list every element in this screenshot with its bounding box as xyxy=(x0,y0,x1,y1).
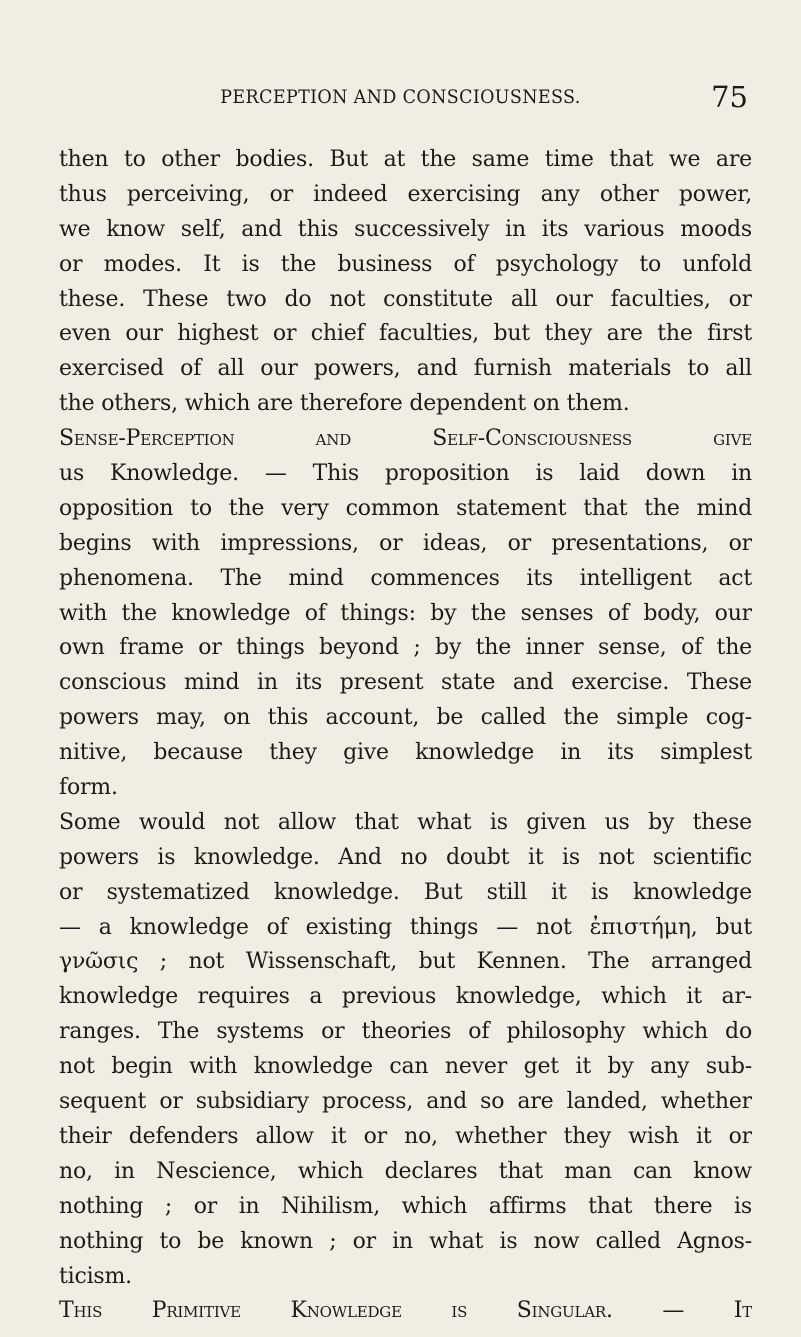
text-line: exercised of all our powers, and furnish materials to all xyxy=(59,356,752,382)
text-line: phenomena. The mind commences its intelligent act xyxy=(59,565,752,591)
text-line: ticism. xyxy=(59,1263,132,1289)
text-line: even our highest or chief faculties, but they are the first xyxy=(59,321,752,347)
text-line: thus perceiving, or indeed exercising any other power, xyxy=(59,181,752,207)
text-line: γνῶσις ; not Wissenschaft, but Kennen. The arranged xyxy=(59,949,752,975)
text-line: powers may, on this account, be called the simple cog- xyxy=(59,705,752,731)
running-head xyxy=(0,80,801,116)
text-line: no, in Nescience, which declares that man can know xyxy=(59,1158,752,1184)
text-line: not begin with knowledge can never get it by any sub- xyxy=(59,1054,752,1080)
text-line: then to other bodies. But at the same time that we are xyxy=(59,147,752,172)
text-line: — a knowledge of existing things — not ἐπιστήμη, but xyxy=(59,914,752,940)
text-line: conscious mind in its present state and exercise. These xyxy=(59,670,752,696)
running-title: PERCEPTION AND CONSCIOUSNESS. xyxy=(220,86,581,108)
text-line: opposition to the very common statement that the mind xyxy=(59,495,752,521)
page-number: 75 xyxy=(711,80,748,114)
text-line: the others, which are therefore dependent on them. xyxy=(59,391,630,417)
text-line: or systematized knowledge. But still it is knowledge xyxy=(59,879,752,905)
text-line: begins with impressions, or ideas, or presentations, or xyxy=(59,530,752,556)
text-line: nothing to be known ; or in what is now called Agnos- xyxy=(59,1228,752,1254)
text-line: ranges. The systems or theories of philosophy which do xyxy=(59,1019,752,1045)
text-line: we know self, and this successively in its various moods xyxy=(59,216,752,242)
text-line: knowledge requires a previous knowledge, which it ar- xyxy=(59,984,752,1010)
text-line: these. These two do not constitute all our faculties, or xyxy=(59,286,752,312)
section-heading-line: Sense-Perception and Self-Consciousness give xyxy=(59,426,752,452)
text-line: sequent or subsidiary process, and so are landed, whether xyxy=(59,1089,752,1115)
text-line: their defenders allow it or no, whether they wish it or xyxy=(59,1123,752,1149)
text-line: with the knowledge of things: by the senses of body, our xyxy=(59,600,752,626)
text-line: nitive, because they give knowledge in its simplest xyxy=(59,740,752,766)
text-line: own frame or things beyond ; by the inner sense, of the xyxy=(59,635,752,661)
text-line: or modes. It is the business of psychology to unfold xyxy=(59,251,752,277)
body-text xyxy=(59,143,752,1329)
text-line: Some would not allow that what is given us by these xyxy=(59,809,752,835)
section-heading-line: This Primitive Knowledge is Singular. — It xyxy=(59,1298,752,1324)
text-line: powers is knowledge. And no doubt it is not scientific xyxy=(59,844,752,870)
text-line: nothing ; or in Nihilism, which affirms that there is xyxy=(59,1193,752,1219)
text-line: form. xyxy=(59,775,118,801)
text-line: us Knowledge. — This proposition is laid down in xyxy=(59,461,752,487)
